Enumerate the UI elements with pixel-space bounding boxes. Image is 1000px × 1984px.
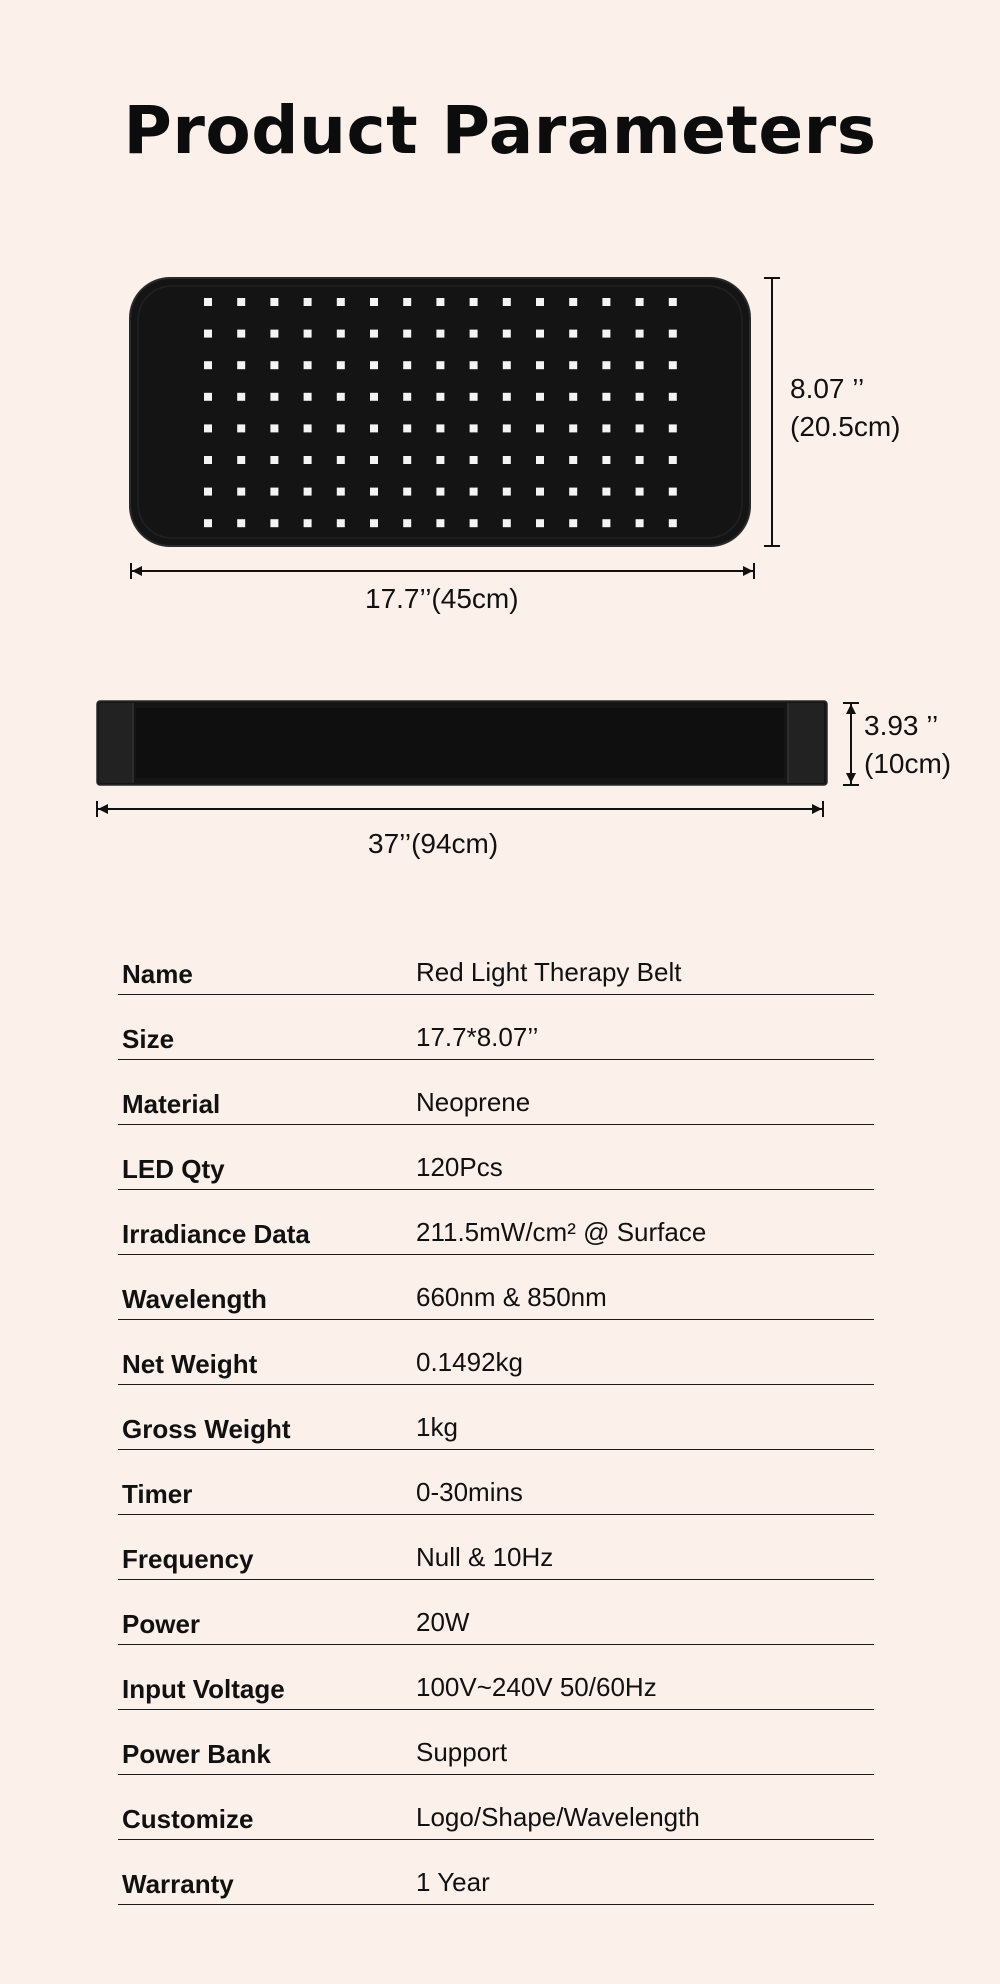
- led-dot: [237, 298, 245, 306]
- parameter-row: [118, 1125, 874, 1190]
- led-dot: [237, 393, 245, 401]
- parameter-row: [118, 930, 874, 995]
- belt-height-inches: 8.07 ’’: [790, 373, 865, 404]
- parameter-value: Null & 10Hz: [416, 1542, 554, 1572]
- parameter-row: [118, 1320, 874, 1385]
- led-dot: [503, 488, 511, 496]
- led-dot: [569, 298, 577, 306]
- parameter-row: [118, 1450, 874, 1515]
- led-dot: [536, 488, 544, 496]
- led-dot: [370, 298, 378, 306]
- led-dot: [470, 298, 478, 306]
- parameter-value: Support: [416, 1737, 508, 1767]
- led-dot: [204, 519, 212, 527]
- strap-height-inches: 3.93 ’’: [864, 710, 939, 741]
- led-dot: [204, 488, 212, 496]
- led-dot: [204, 298, 212, 306]
- led-dot: [270, 361, 278, 369]
- led-dot: [270, 424, 278, 432]
- belt-width-label: 17.7’’(45cm): [365, 583, 519, 614]
- led-dot: [569, 456, 577, 464]
- parameter-name: LED Qty: [122, 1154, 225, 1184]
- led-dot: [436, 519, 444, 527]
- led-dot: [669, 519, 677, 527]
- led-dot: [237, 361, 245, 369]
- width-dimension-line: [131, 570, 753, 572]
- parameter-name: Frequency: [122, 1544, 254, 1574]
- led-dot: [337, 330, 345, 338]
- led-dot: [503, 519, 511, 527]
- parameter-row: [118, 1255, 874, 1320]
- led-dot: [270, 298, 278, 306]
- led-dot: [304, 361, 312, 369]
- led-dot: [370, 488, 378, 496]
- led-dot: [569, 488, 577, 496]
- led-dot: [270, 330, 278, 338]
- parameter-value: 660nm & 850nm: [416, 1282, 607, 1312]
- parameter-row: [118, 1580, 874, 1645]
- parameter-value: Logo/Shape/Wavelength: [416, 1802, 700, 1832]
- parameter-name: Warranty: [122, 1869, 234, 1899]
- led-dot: [536, 361, 544, 369]
- led-dot: [503, 361, 511, 369]
- led-dot: [237, 330, 245, 338]
- parameter-value: Red Light Therapy Belt: [416, 957, 682, 987]
- led-dot: [636, 424, 644, 432]
- led-dot: [669, 456, 677, 464]
- led-dot: [602, 298, 610, 306]
- led-dot: [237, 456, 245, 464]
- led-dot: [536, 456, 544, 464]
- led-dot: [270, 393, 278, 401]
- parameter-name: Irradiance Data: [122, 1219, 310, 1249]
- parameter-row: [118, 1710, 874, 1775]
- led-dot: [602, 456, 610, 464]
- led-dot: [636, 298, 644, 306]
- parameter-row: [118, 1645, 874, 1710]
- led-dot: [204, 456, 212, 464]
- arrow-right-icon: [743, 566, 753, 576]
- led-dot: [503, 424, 511, 432]
- led-dot: [536, 393, 544, 401]
- parameter-row: [118, 1775, 874, 1840]
- led-dot: [370, 424, 378, 432]
- led-dot: [636, 456, 644, 464]
- parameter-row: [118, 1385, 874, 1450]
- led-dot: [470, 519, 478, 527]
- led-dot: [470, 393, 478, 401]
- led-dot: [403, 456, 411, 464]
- height-dimension-line: [771, 278, 773, 546]
- led-dot: [669, 330, 677, 338]
- led-dot: [403, 519, 411, 527]
- led-dot: [470, 488, 478, 496]
- strap-height-cap-bottom: [843, 784, 859, 786]
- led-dot: [403, 488, 411, 496]
- parameter-value: 211.5mW/cm² @ Surface: [416, 1217, 707, 1247]
- arrow-up-icon: [846, 704, 856, 714]
- led-dot: [204, 330, 212, 338]
- led-dot: [304, 298, 312, 306]
- arrow-right-icon: [812, 804, 822, 814]
- parameter-name: Size: [122, 1024, 175, 1054]
- parameter-name: Gross Weight: [122, 1414, 291, 1444]
- led-dot: [204, 424, 212, 432]
- parameter-row: [118, 1840, 874, 1905]
- led-dot: [636, 519, 644, 527]
- led-dot: [204, 361, 212, 369]
- led-dot: [370, 330, 378, 338]
- led-dot: [436, 456, 444, 464]
- parameter-name: Customize: [122, 1804, 254, 1834]
- belt-panel-image: [128, 276, 754, 548]
- led-dot: [669, 361, 677, 369]
- belt-strap-image: [96, 700, 828, 786]
- strap-height-label: [864, 707, 951, 783]
- led-dot: [304, 424, 312, 432]
- belt-height-label: [790, 370, 900, 446]
- led-dot: [370, 393, 378, 401]
- led-dot: [536, 519, 544, 527]
- strap-width-dimension-line: [97, 808, 823, 810]
- led-dot: [470, 361, 478, 369]
- parameter-value: 120Pcs: [416, 1152, 503, 1182]
- led-dot: [237, 488, 245, 496]
- led-dot: [436, 361, 444, 369]
- parameter-name: Net Weight: [122, 1349, 258, 1379]
- led-dot: [270, 488, 278, 496]
- led-dot: [569, 361, 577, 369]
- led-dot: [270, 456, 278, 464]
- height-dimension-cap-bottom: [764, 545, 780, 547]
- led-dot: [370, 361, 378, 369]
- arrow-left-icon: [132, 566, 142, 576]
- led-dot: [270, 519, 278, 527]
- led-dot: [337, 361, 345, 369]
- led-dot: [403, 330, 411, 338]
- led-dot: [436, 298, 444, 306]
- led-dot: [337, 519, 345, 527]
- parameter-value: 1 Year: [416, 1867, 490, 1897]
- parameter-row: [118, 1060, 874, 1125]
- led-dot: [669, 393, 677, 401]
- parameter-value: 0.1492kg: [416, 1347, 523, 1377]
- parameters-table: [118, 930, 874, 1905]
- led-dot: [436, 488, 444, 496]
- led-dot: [403, 298, 411, 306]
- led-dot: [337, 488, 345, 496]
- strap-height-cm: (10cm): [864, 748, 952, 779]
- led-dot: [669, 488, 677, 496]
- led-dot: [204, 393, 212, 401]
- led-dot: [503, 330, 511, 338]
- led-dot: [602, 488, 610, 496]
- parameter-row: [118, 1190, 874, 1255]
- page-title: Product Parameters: [123, 92, 877, 169]
- led-dot: [370, 519, 378, 527]
- led-dot: [337, 456, 345, 464]
- led-dot: [403, 424, 411, 432]
- led-dot: [370, 456, 378, 464]
- led-dot: [636, 488, 644, 496]
- led-dot: [304, 456, 312, 464]
- led-dot: [602, 361, 610, 369]
- led-dot: [403, 361, 411, 369]
- led-dot: [337, 298, 345, 306]
- led-dot: [569, 393, 577, 401]
- arrow-left-icon: [98, 804, 108, 814]
- parameter-row: [118, 1515, 874, 1580]
- led-dot: [470, 424, 478, 432]
- led-dot: [304, 330, 312, 338]
- led-dot: [602, 519, 610, 527]
- parameter-value: 0-30mins: [416, 1477, 523, 1507]
- led-dot: [569, 424, 577, 432]
- led-dot: [237, 519, 245, 527]
- led-dot: [536, 424, 544, 432]
- led-dot: [304, 519, 312, 527]
- led-dot: [304, 393, 312, 401]
- parameter-value: 1kg: [416, 1412, 458, 1442]
- led-dot: [436, 330, 444, 338]
- led-dot: [470, 456, 478, 464]
- led-dot: [569, 330, 577, 338]
- parameter-name: Timer: [122, 1479, 193, 1509]
- led-dot: [636, 330, 644, 338]
- parameter-value: 100V~240V 50/60Hz: [416, 1672, 657, 1702]
- led-dot: [503, 298, 511, 306]
- arrow-down-icon: [846, 773, 856, 783]
- led-dot: [436, 424, 444, 432]
- height-dimension-cap-top: [764, 277, 780, 279]
- parameter-value: 17.7*8.07’’: [416, 1022, 539, 1052]
- led-dot: [536, 330, 544, 338]
- led-dot: [569, 519, 577, 527]
- led-dot: [237, 424, 245, 432]
- parameter-name: Name: [122, 959, 193, 989]
- led-dot: [602, 393, 610, 401]
- led-dot: [337, 393, 345, 401]
- led-dot: [602, 330, 610, 338]
- led-dot: [636, 361, 644, 369]
- strap-width-cap-right: [822, 801, 824, 817]
- led-dot: [337, 424, 345, 432]
- led-dot: [536, 298, 544, 306]
- led-dot: [304, 488, 312, 496]
- led-dot: [470, 330, 478, 338]
- width-dimension-cap-right: [753, 563, 755, 579]
- led-dot: [403, 393, 411, 401]
- led-dot: [503, 393, 511, 401]
- parameter-name: Wavelength: [122, 1284, 267, 1314]
- belt-height-cm: (20.5cm): [790, 411, 901, 442]
- strap-width-label: 37’’(94cm): [368, 828, 499, 859]
- led-dot: [636, 393, 644, 401]
- led-dot: [669, 424, 677, 432]
- led-dot: [436, 393, 444, 401]
- parameter-name: Input Voltage: [122, 1674, 285, 1704]
- led-dot: [503, 456, 511, 464]
- parameter-name: Material: [122, 1089, 221, 1119]
- parameter-name: Power: [122, 1609, 201, 1639]
- led-dot: [669, 298, 677, 306]
- parameter-value: 20W: [416, 1607, 470, 1637]
- parameter-name: Power Bank: [122, 1739, 271, 1769]
- parameter-value: Neoprene: [416, 1087, 531, 1117]
- led-dot: [602, 424, 610, 432]
- parameter-row: [118, 995, 874, 1060]
